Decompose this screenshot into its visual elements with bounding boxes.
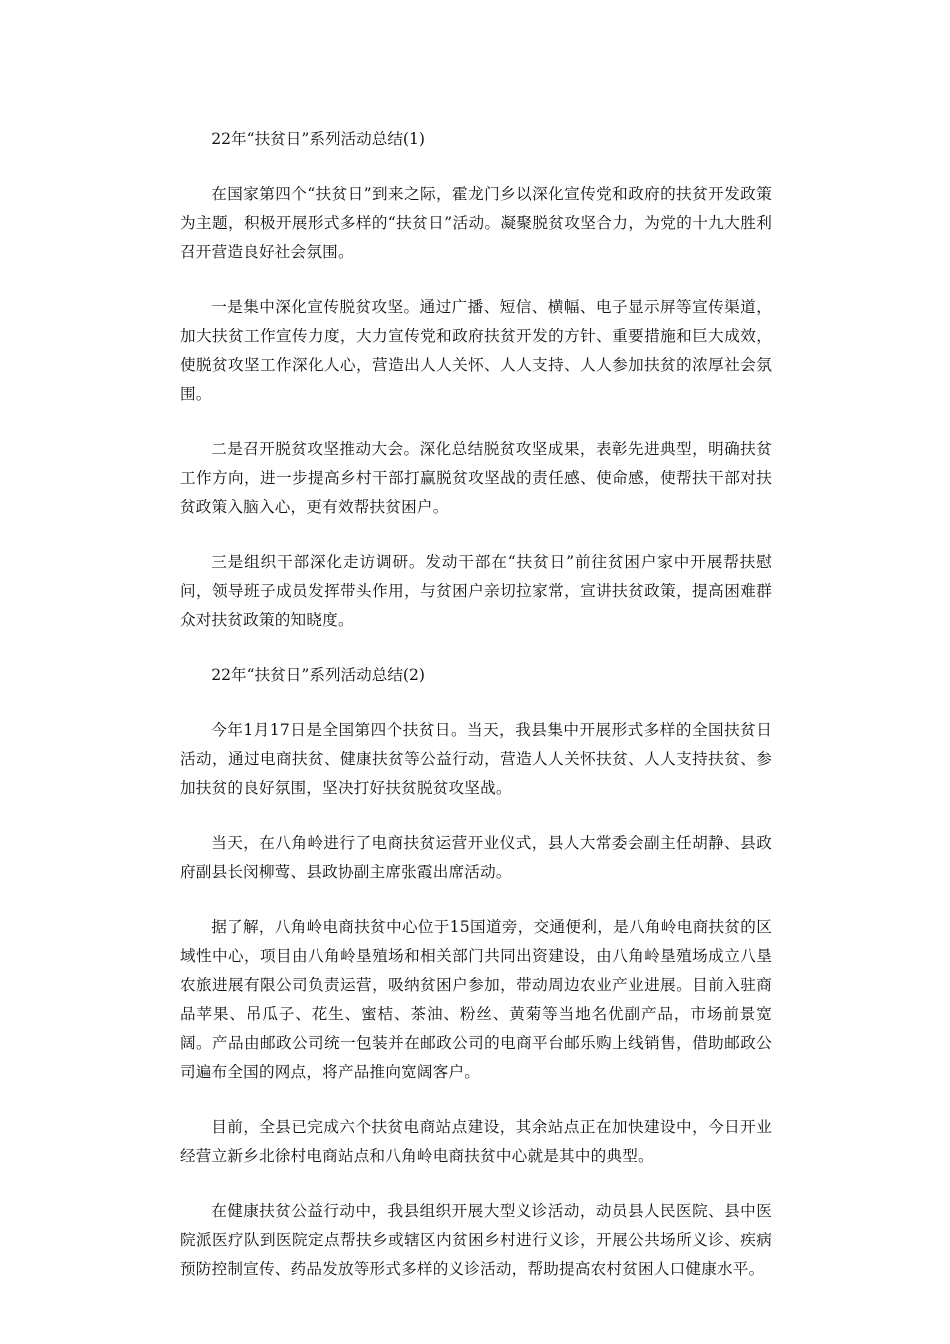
- paragraph-health: 在健康扶贫公益行动中，我县组织开展大型义诊活动，动员县人民医院、县中医院派医疗队到医院定点帮扶乡或辖区内贫困乡村进行义诊，开展公共场所义诊、疾病预防控制宣传、药品发放等形式多样的义诊活动，帮助提高农村贫困人口健康水平。: [180, 1202, 772, 1278]
- paragraph-point-1: 一是集中深化宣传脱贫攻坚。通过广播、短信、横幅、电子显示屏等宣传渠道，加大扶贫工作宣传力度，大力宣传党和政府扶贫开发的方针、重要措施和巨大成效，使脱贫攻坚工作深化人心，营造出人人关怀、人人支持、人人参加扶贫的浓厚社会氛围。: [180, 298, 772, 403]
- paragraph-intro: 在国家第四个“扶贫日”到来之际，霍龙门乡以深化宣传党和政府的扶贫开发政策为主题，积极开展形式多样的“扶贫日”活动。凝聚脱贫攻坚合力，为党的十九大胜利召开营造良好社会氛围。: [180, 185, 772, 261]
- paragraph-point-3: 三是组织干部深化走访调研。发动干部在“扶贫日”前往贫困户家中开展帮扶慰问，领导班子成员发挥带头作用，与贫困户亲切拉家常，宣讲扶贫政策，提高困难群众对扶贫政策的知晓度。: [180, 553, 772, 629]
- paragraph-ecommerce-center: 据了解，八角岭电商扶贫中心位于15国道旁，交通便利，是八角岭电商扶贫的区域性中心，项目由八角岭垦殖场和相关部门共同出资建设，由八角岭垦殖场成立八垦农旅进展有限公司负责运营，吸纳贫困户参加，带动周边农业产业进展。目前入驻商品苹果、吊瓜子、花生、蜜桔、茶油、粉丝、黄菊等当地名优副产品，市场前景宽阔。产品由邮政公司统一包装并在邮政公司的电商平台邮乐购上线销售，借助邮政公司遍布全国的网点，将产品推向宽阔客户。: [180, 918, 772, 1081]
- section-heading-1: 22年“扶贫日”系列活动总结(1): [211, 130, 426, 148]
- paragraph-ceremony: 当天，在八角岭进行了电商扶贫运营开业仪式，县人大常委会副主任胡静、县政府副县长闵柳莺、县政协副主席张霞出席活动。: [180, 834, 772, 881]
- paragraph-overview: 今年1月17日是全国第四个扶贫日。当天，我县集中开展形式多样的全国扶贫日活动，通过电商扶贫、健康扶贫等公益行动，营造人人关怀扶贫、人人支持扶贫、参加扶贫的良好氛围，坚决打好扶贫脱贫攻坚战。: [180, 721, 772, 797]
- document-body: [180, 125, 772, 1284]
- section-heading-2: 22年“扶贫日”系列活动总结(2): [211, 666, 426, 684]
- paragraph-stations: 目前，全县已完成六个扶贫电商站点建设，其余站点正在加快建设中，今日开业经营立新乡北徐村电商站点和八角岭电商扶贫中心就是其中的典型。: [180, 1118, 772, 1165]
- paragraph-point-2: 二是召开脱贫攻坚推动大会。深化总结脱贫攻坚成果，表彰先进典型，明确扶贫工作方向，进一步提高乡村干部打赢脱贫攻坚战的责任感、使命感，使帮扶干部对扶贫政策入脑入心，更有效帮扶贫困户。: [180, 440, 772, 516]
